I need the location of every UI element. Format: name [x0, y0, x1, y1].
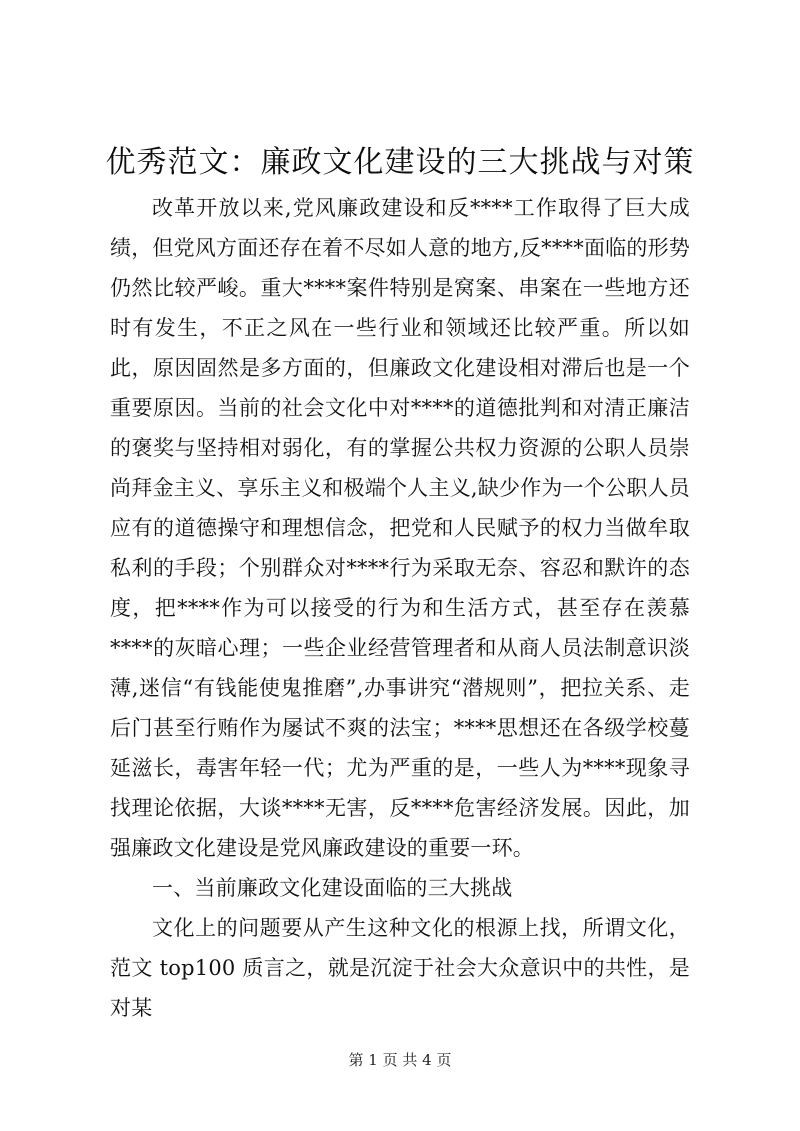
intro-paragraph: 改革开放以来,党风廉政建设和反****工作取得了巨大成绩，但党风方面还存在着不尽如人意的地方,反****面临的形势仍然比较严峻。重大****案件特别是窝案、串案在一些地方还时有发生，不正之风在一些行业和领域还比较严重。所以如此，原因固然是多方面的，但廉政文化建设相对滞后也是一个重要原因。当前的社会文化中对****的道德批判和对清正廉洁的褒奖与坚持相对弱化，有的掌握公共权力资源的公职人员崇尚拜金主义、享乐主义和极端个人主义,缺少作为一个公职人员应有的道德操守和理想信念，把党和人民赋予的权力当做牟取私利的手段；个别群众对****行为采取无奈、容忍和默许的态度，把****作为可以接受的行为和生活方式，甚至存在羡慕****的灰暗心理；一些企业经营管理者和从商人员法制意识淡薄,迷信“有钱能使鬼推磨”,办事讲究“潜规则”，把拉关系、走后门甚至行贿作为屡试不爽的法宝；****思想还在各级学校蔓延滋长，毒害年轻一代；尤为严重的是，一些人为****现象寻找理论依据，大谈****无害，反****危害经济发展。因此，加强廉政文化建设是党风廉政建设的重要一环。: [110, 196, 690, 860]
section-paragraph: 文化上的问题要从产生这种文化的根源上找，所谓文化，范文 top100 质言之，就是沉淀于社会大众意识中的共性，是对某: [110, 916, 690, 1020]
document-title: 优秀范文：廉政文化建设的三大挑战与对策: [105, 145, 695, 180]
page-footer: 第 1 页 共 4 页: [348, 1051, 452, 1069]
section-heading: 一、当前廉政文化建设面临的三大挑战: [152, 876, 513, 900]
document-body: [110, 188, 690, 1028]
